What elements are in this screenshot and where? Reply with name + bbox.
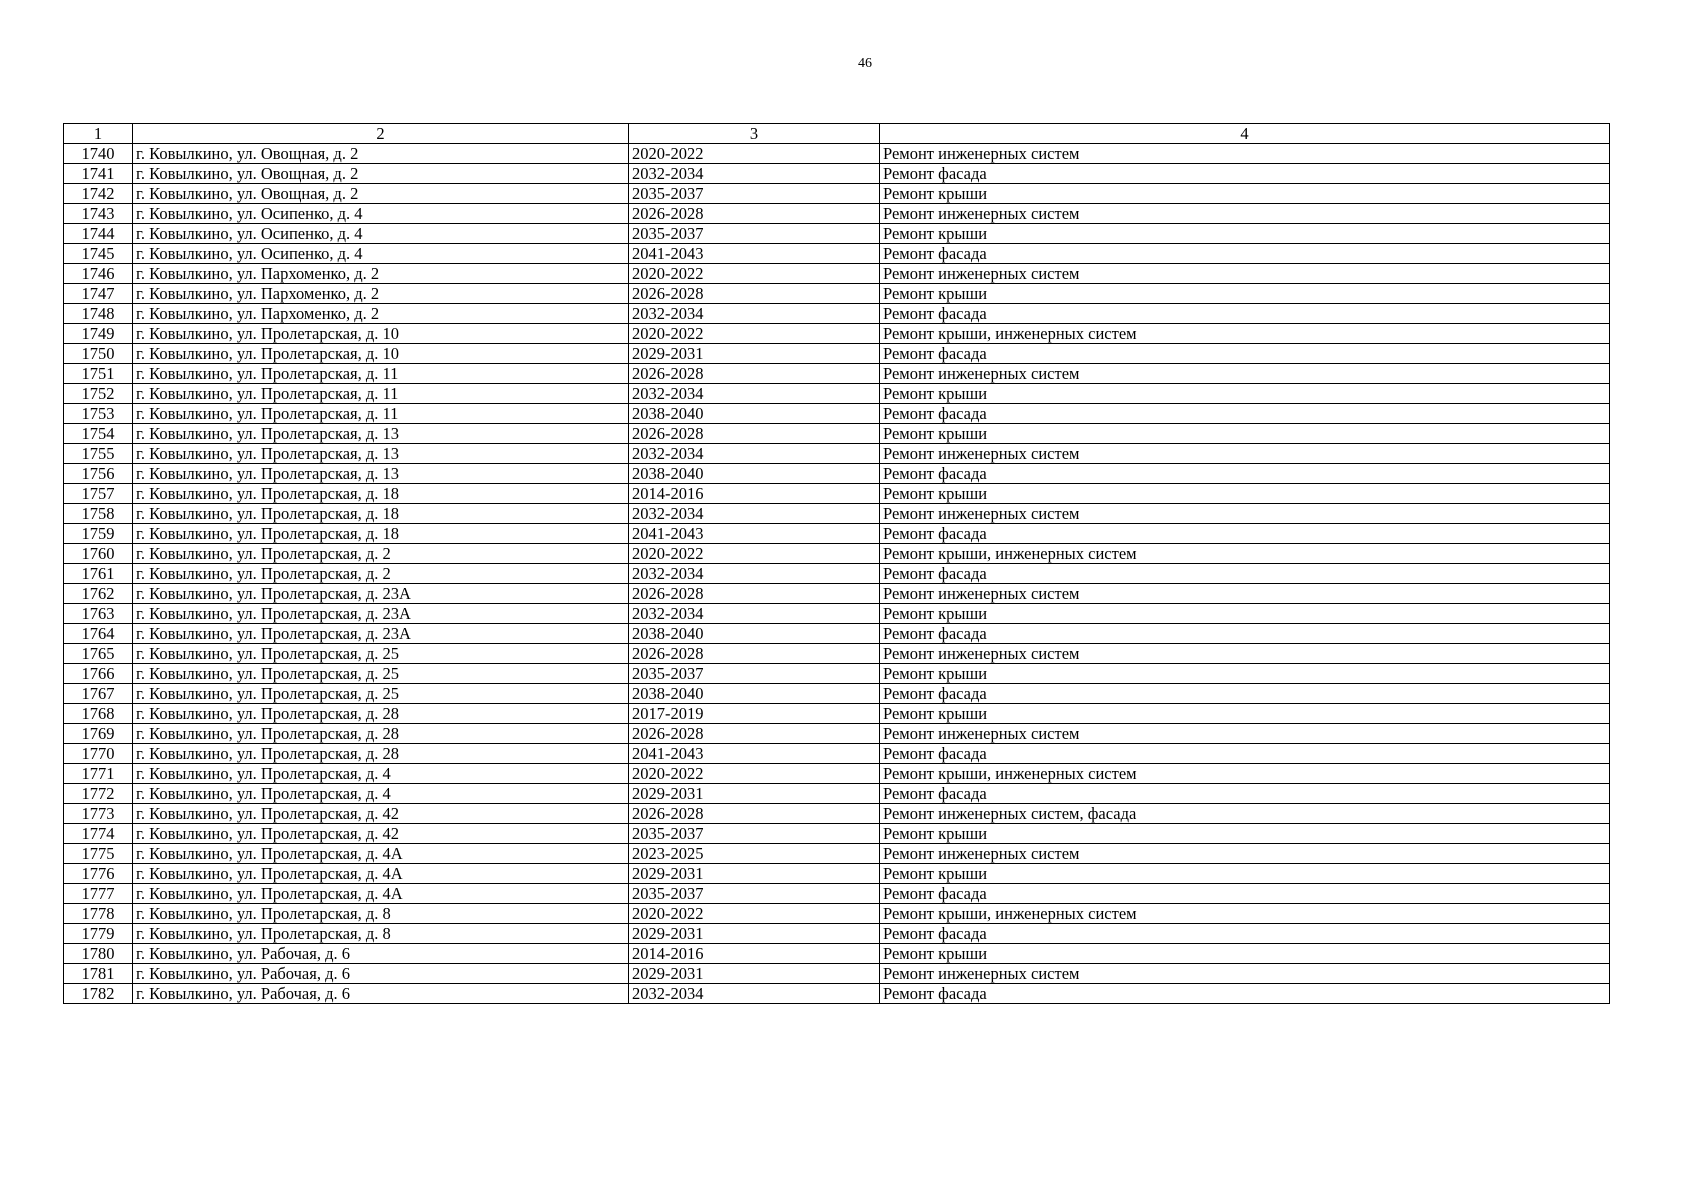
address-cell: г. Ковылкино, ул. Пролетарская, д. 18: [133, 524, 629, 544]
period-cell: 2041-2043: [629, 744, 880, 764]
row-number: 1779: [64, 924, 133, 944]
address-cell: г. Ковылкино, ул. Пролетарская, д. 25: [133, 684, 629, 704]
table-row: [64, 744, 1610, 764]
address-cell: г. Ковылкино, ул. Овощная, д. 2: [133, 184, 629, 204]
table-row: [64, 904, 1610, 924]
period-cell: 2026-2028: [629, 724, 880, 744]
work-type-cell: Ремонт крыши: [880, 224, 1610, 244]
address-cell: г. Ковылкино, ул. Пролетарская, д. 8: [133, 924, 629, 944]
table-row: [64, 804, 1610, 824]
work-type-cell: Ремонт крыши: [880, 704, 1610, 724]
address-cell: г. Ковылкино, ул. Пархоменко, д. 2: [133, 264, 629, 284]
period-cell: 2020-2022: [629, 764, 880, 784]
table-row: [64, 924, 1610, 944]
period-cell: 2026-2028: [629, 424, 880, 444]
period-cell: 2026-2028: [629, 364, 880, 384]
header-row: [64, 124, 1610, 144]
address-cell: г. Ковылкино, ул. Пролетарская, д. 23А: [133, 604, 629, 624]
period-cell: 2032-2034: [629, 164, 880, 184]
row-number: 1777: [64, 884, 133, 904]
address-cell: г. Ковылкино, ул. Пролетарская, д. 4: [133, 784, 629, 804]
period-cell: 2035-2037: [629, 184, 880, 204]
address-cell: г. Ковылкино, ул. Пролетарская, д. 42: [133, 824, 629, 844]
work-type-cell: Ремонт крыши, инженерных систем: [880, 544, 1610, 564]
period-cell: 2026-2028: [629, 584, 880, 604]
table-row: [64, 824, 1610, 844]
address-cell: г. Ковылкино, ул. Рабочая, д. 6: [133, 964, 629, 984]
repair-schedule-table: [63, 123, 1610, 1004]
table-row: [64, 664, 1610, 684]
work-type-cell: Ремонт фасада: [880, 984, 1610, 1004]
row-number: 1768: [64, 704, 133, 724]
address-cell: г. Ковылкино, ул. Пролетарская, д. 28: [133, 724, 629, 744]
row-number: 1774: [64, 824, 133, 844]
row-number: 1749: [64, 324, 133, 344]
work-type-cell: Ремонт инженерных систем: [880, 364, 1610, 384]
work-type-cell: Ремонт инженерных систем: [880, 264, 1610, 284]
row-number: 1778: [64, 904, 133, 924]
row-number: 1767: [64, 684, 133, 704]
table-row: [64, 144, 1610, 164]
table-row: [64, 164, 1610, 184]
address-cell: г. Ковылкино, ул. Пролетарская, д. 10: [133, 324, 629, 344]
work-type-cell: Ремонт инженерных систем: [880, 584, 1610, 604]
row-number: 1769: [64, 724, 133, 744]
period-cell: 2020-2022: [629, 144, 880, 164]
period-cell: 2020-2022: [629, 324, 880, 344]
row-number: 1751: [64, 364, 133, 384]
period-cell: 2029-2031: [629, 344, 880, 364]
work-type-cell: Ремонт крыши: [880, 384, 1610, 404]
row-number: 1745: [64, 244, 133, 264]
row-number: 1754: [64, 424, 133, 444]
period-cell: 2035-2037: [629, 884, 880, 904]
period-cell: 2038-2040: [629, 404, 880, 424]
column-header-3: 3: [629, 124, 880, 144]
table-row: [64, 344, 1610, 364]
row-number: 1776: [64, 864, 133, 884]
table-row: [64, 944, 1610, 964]
work-type-cell: Ремонт крыши: [880, 604, 1610, 624]
table-row: [64, 224, 1610, 244]
table-row: [64, 264, 1610, 284]
address-cell: г. Ковылкино, ул. Осипенко, д. 4: [133, 204, 629, 224]
work-type-cell: Ремонт фасада: [880, 524, 1610, 544]
table-row: [64, 844, 1610, 864]
work-type-cell: Ремонт инженерных систем: [880, 204, 1610, 224]
address-cell: г. Ковылкино, ул. Пролетарская, д. 10: [133, 344, 629, 364]
address-cell: г. Ковылкино, ул. Пархоменко, д. 2: [133, 304, 629, 324]
address-cell: г. Ковылкино, ул. Пролетарская, д. 42: [133, 804, 629, 824]
address-cell: г. Ковылкино, ул. Овощная, д. 2: [133, 144, 629, 164]
work-type-cell: Ремонт инженерных систем: [880, 844, 1610, 864]
address-cell: г. Ковылкино, ул. Пролетарская, д. 4А: [133, 864, 629, 884]
table-row: [64, 484, 1610, 504]
table-row: [64, 184, 1610, 204]
work-type-cell: Ремонт фасада: [880, 924, 1610, 944]
row-number: 1763: [64, 604, 133, 624]
column-header-4: 4: [880, 124, 1610, 144]
column-header-1: 1: [64, 124, 133, 144]
address-cell: г. Ковылкино, ул. Пролетарская, д. 28: [133, 744, 629, 764]
table-row: [64, 684, 1610, 704]
table-body: [64, 144, 1610, 1004]
address-cell: г. Ковылкино, ул. Пролетарская, д. 4А: [133, 884, 629, 904]
address-cell: г. Ковылкино, ул. Пролетарская, д. 25: [133, 664, 629, 684]
address-cell: г. Ковылкино, ул. Пролетарская, д. 4: [133, 764, 629, 784]
row-number: 1750: [64, 344, 133, 364]
period-cell: 2020-2022: [629, 544, 880, 564]
table-row: [64, 604, 1610, 624]
period-cell: 2035-2037: [629, 224, 880, 244]
table-row: [64, 464, 1610, 484]
table-row: [64, 404, 1610, 424]
period-cell: 2032-2034: [629, 604, 880, 624]
address-cell: г. Ковылкино, ул. Пролетарская, д. 11: [133, 384, 629, 404]
address-cell: г. Ковылкино, ул. Пролетарская, д. 23А: [133, 584, 629, 604]
work-type-cell: Ремонт фасада: [880, 304, 1610, 324]
row-number: 1743: [64, 204, 133, 224]
period-cell: 2038-2040: [629, 464, 880, 484]
work-type-cell: Ремонт фасада: [880, 464, 1610, 484]
row-number: 1740: [64, 144, 133, 164]
table-row: [64, 984, 1610, 1004]
row-number: 1772: [64, 784, 133, 804]
address-cell: г. Ковылкино, ул. Пролетарская, д. 28: [133, 704, 629, 724]
table-row: [64, 864, 1610, 884]
period-cell: 2038-2040: [629, 624, 880, 644]
address-cell: г. Ковылкино, ул. Пролетарская, д. 18: [133, 504, 629, 524]
address-cell: г. Ковылкино, ул. Пролетарская, д. 2: [133, 564, 629, 584]
row-number: 1760: [64, 544, 133, 564]
work-type-cell: Ремонт инженерных систем: [880, 644, 1610, 664]
address-cell: г. Ковылкино, ул. Рабочая, д. 6: [133, 944, 629, 964]
address-cell: г. Ковылкино, ул. Пролетарская, д. 4А: [133, 844, 629, 864]
row-number: 1742: [64, 184, 133, 204]
page-number: 46: [858, 56, 872, 71]
address-cell: г. Ковылкино, ул. Овощная, д. 2: [133, 164, 629, 184]
work-type-cell: Ремонт фасада: [880, 784, 1610, 804]
work-type-cell: Ремонт инженерных систем: [880, 144, 1610, 164]
work-type-cell: Ремонт инженерных систем, фасада: [880, 804, 1610, 824]
address-cell: г. Ковылкино, ул. Пролетарская, д. 11: [133, 364, 629, 384]
table-row: [64, 444, 1610, 464]
address-cell: г. Ковылкино, ул. Пролетарская, д. 13: [133, 444, 629, 464]
period-cell: 2026-2028: [629, 284, 880, 304]
address-cell: г. Ковылкино, ул. Осипенко, д. 4: [133, 224, 629, 244]
period-cell: 2029-2031: [629, 924, 880, 944]
work-type-cell: Ремонт крыши: [880, 484, 1610, 504]
table-row: [64, 504, 1610, 524]
work-type-cell: Ремонт фасада: [880, 344, 1610, 364]
address-cell: г. Ковылкино, ул. Пролетарская, д. 13: [133, 424, 629, 444]
work-type-cell: Ремонт крыши: [880, 944, 1610, 964]
row-number: 1758: [64, 504, 133, 524]
work-type-cell: Ремонт крыши: [880, 424, 1610, 444]
table-row: [64, 424, 1610, 444]
row-number: 1747: [64, 284, 133, 304]
table-row: [64, 284, 1610, 304]
work-type-cell: Ремонт фасада: [880, 884, 1610, 904]
period-cell: 2029-2031: [629, 864, 880, 884]
work-type-cell: Ремонт инженерных систем: [880, 504, 1610, 524]
table-row: [64, 884, 1610, 904]
period-cell: 2017-2019: [629, 704, 880, 724]
table-row: [64, 324, 1610, 344]
row-number: 1765: [64, 644, 133, 664]
work-type-cell: Ремонт фасада: [880, 404, 1610, 424]
row-number: 1752: [64, 384, 133, 404]
column-header-2: 2: [133, 124, 629, 144]
table-row: [64, 964, 1610, 984]
period-cell: 2023-2025: [629, 844, 880, 864]
work-type-cell: Ремонт крыши: [880, 284, 1610, 304]
address-cell: г. Ковылкино, ул. Пролетарская, д. 11: [133, 404, 629, 424]
row-number: 1781: [64, 964, 133, 984]
row-number: 1757: [64, 484, 133, 504]
period-cell: 2032-2034: [629, 564, 880, 584]
address-cell: г. Ковылкино, ул. Пролетарская, д. 18: [133, 484, 629, 504]
row-number: 1762: [64, 584, 133, 604]
row-number: 1766: [64, 664, 133, 684]
address-cell: г. Ковылкино, ул. Пролетарская, д. 13: [133, 464, 629, 484]
address-cell: г. Ковылкино, ул. Пролетарская, д. 2: [133, 544, 629, 564]
period-cell: 2035-2037: [629, 664, 880, 684]
row-number: 1741: [64, 164, 133, 184]
work-type-cell: Ремонт фасада: [880, 624, 1610, 644]
work-type-cell: Ремонт крыши, инженерных систем: [880, 324, 1610, 344]
work-type-cell: Ремонт инженерных систем: [880, 724, 1610, 744]
table-row: [64, 564, 1610, 584]
work-type-cell: Ремонт фасада: [880, 564, 1610, 584]
period-cell: 2032-2034: [629, 444, 880, 464]
work-type-cell: Ремонт крыши: [880, 864, 1610, 884]
table-row: [64, 764, 1610, 784]
table-row: [64, 704, 1610, 724]
work-type-cell: Ремонт фасада: [880, 684, 1610, 704]
period-cell: 2035-2037: [629, 824, 880, 844]
table-container: [63, 123, 1610, 1004]
row-number: 1753: [64, 404, 133, 424]
period-cell: 2029-2031: [629, 964, 880, 984]
table-header: [64, 124, 1610, 144]
row-number: 1773: [64, 804, 133, 824]
address-cell: г. Ковылкино, ул. Пролетарская, д. 23А: [133, 624, 629, 644]
table-row: [64, 784, 1610, 804]
address-cell: г. Ковылкино, ул. Пархоменко, д. 2: [133, 284, 629, 304]
work-type-cell: Ремонт фасада: [880, 244, 1610, 264]
work-type-cell: Ремонт крыши: [880, 184, 1610, 204]
work-type-cell: Ремонт крыши: [880, 664, 1610, 684]
row-number: 1782: [64, 984, 133, 1004]
work-type-cell: Ремонт фасада: [880, 744, 1610, 764]
period-cell: 2041-2043: [629, 244, 880, 264]
table-row: [64, 384, 1610, 404]
table-row: [64, 524, 1610, 544]
period-cell: 2026-2028: [629, 644, 880, 664]
address-cell: г. Ковылкино, ул. Пролетарская, д. 8: [133, 904, 629, 924]
address-cell: г. Ковылкино, ул. Осипенко, д. 4: [133, 244, 629, 264]
address-cell: г. Ковылкино, ул. Рабочая, д. 6: [133, 984, 629, 1004]
table-row: [64, 364, 1610, 384]
work-type-cell: Ремонт крыши: [880, 824, 1610, 844]
row-number: 1780: [64, 944, 133, 964]
table-row: [64, 304, 1610, 324]
period-cell: 2029-2031: [629, 784, 880, 804]
period-cell: 2014-2016: [629, 944, 880, 964]
row-number: 1775: [64, 844, 133, 864]
work-type-cell: Ремонт инженерных систем: [880, 444, 1610, 464]
table-row: [64, 624, 1610, 644]
row-number: 1746: [64, 264, 133, 284]
table-row: [64, 544, 1610, 564]
period-cell: 2020-2022: [629, 904, 880, 924]
row-number: 1744: [64, 224, 133, 244]
row-number: 1756: [64, 464, 133, 484]
table-row: [64, 244, 1610, 264]
address-cell: г. Ковылкино, ул. Пролетарская, д. 25: [133, 644, 629, 664]
row-number: 1770: [64, 744, 133, 764]
row-number: 1771: [64, 764, 133, 784]
table-row: [64, 644, 1610, 664]
row-number: 1755: [64, 444, 133, 464]
work-type-cell: Ремонт фасада: [880, 164, 1610, 184]
row-number: 1759: [64, 524, 133, 544]
table-row: [64, 584, 1610, 604]
work-type-cell: Ремонт крыши, инженерных систем: [880, 764, 1610, 784]
table-row: [64, 204, 1610, 224]
period-cell: 2032-2034: [629, 304, 880, 324]
period-cell: 2020-2022: [629, 264, 880, 284]
row-number: 1748: [64, 304, 133, 324]
period-cell: 2032-2034: [629, 384, 880, 404]
period-cell: 2032-2034: [629, 984, 880, 1004]
work-type-cell: Ремонт инженерных систем: [880, 964, 1610, 984]
period-cell: 2041-2043: [629, 524, 880, 544]
table-row: [64, 724, 1610, 744]
row-number: 1761: [64, 564, 133, 584]
row-number: 1764: [64, 624, 133, 644]
period-cell: 2014-2016: [629, 484, 880, 504]
period-cell: 2026-2028: [629, 204, 880, 224]
work-type-cell: Ремонт крыши, инженерных систем: [880, 904, 1610, 924]
period-cell: 2032-2034: [629, 504, 880, 524]
period-cell: 2026-2028: [629, 804, 880, 824]
period-cell: 2038-2040: [629, 684, 880, 704]
